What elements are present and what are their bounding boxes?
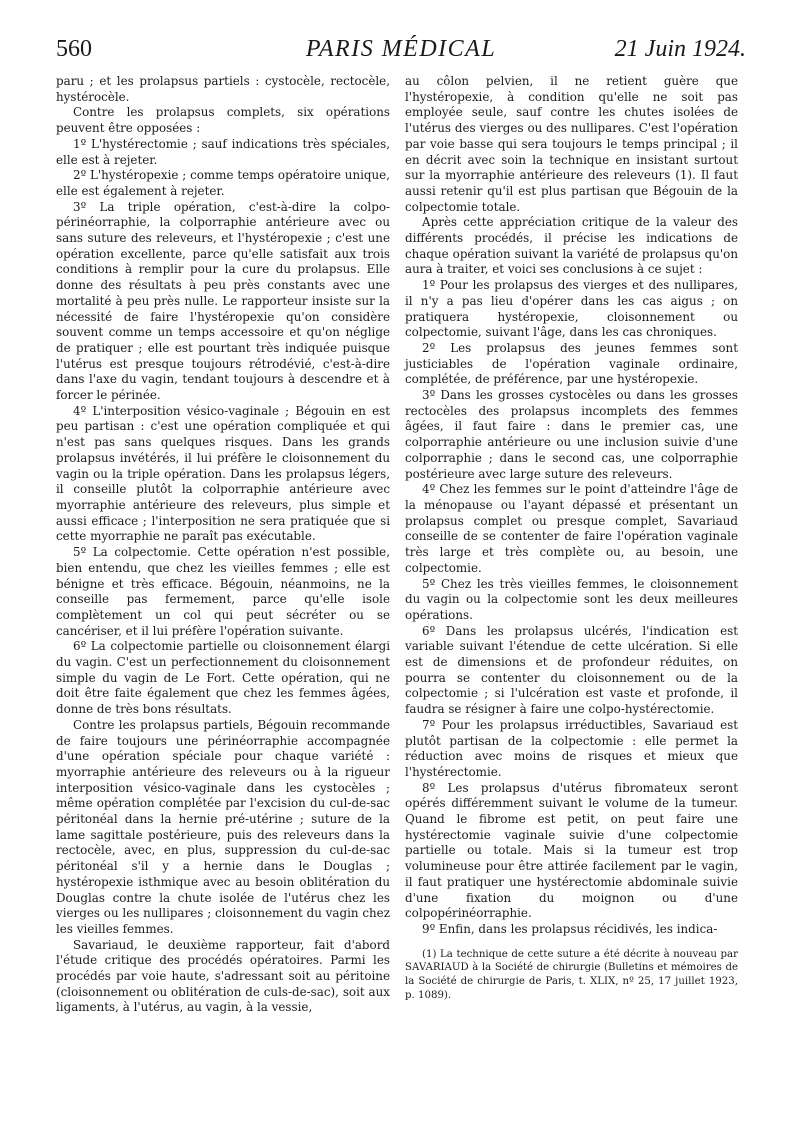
right-column [405, 74, 738, 1003]
paragraph: 4º Chez les femmes sur le point d'atteindre l'âge de la ménopause ou l'ayant dépassé et présentant un prolapsus complet ou presque complet, Savariaud conseille de se contenter de faire l'opération vaginale très large et très complète ou, au besoin, une colpectomie. [405, 482, 738, 575]
paragraph: Après cette appréciation critique de la valeur des différents procédés, il précise les indications de chaque opération suivant la variété de prolapsus qu'on aura à traiter, et voici ses conclusions à ce sujet : [405, 215, 738, 277]
paragraph: Contre les prolapsus complets, six opérations peuvent être opposées : [56, 105, 390, 136]
paragraph: 1º L'hystérectomie ; sauf indications très spéciales, elle est à rejeter. [56, 136, 390, 167]
issue-date: 21 Juin 1924. [614, 36, 746, 62]
paragraph: 8º Les prolapsus d'utérus fibromateux seront opérés différemment suivant le volume de la tumeur. Quand le fibrome est petit, on peut faire une hystérectomie vaginale suivie d'une colpectomie partielle ou totale. Mais si la tumeur est trop volumineuse pour être attirée facilement par le vagin, il faut pratiquer une hystérectomie abdominale suivie d'une fixation du moignon ou d'une colpopérinéorraphie. [405, 780, 738, 921]
paragraph: au côlon pelvien, il ne retient guère que l'hystéropexie, à condition qu'elle ne soit pas employée seule, sauf contre les chutes isolées de l'utérus des vierges ou des nullipares. C'est l'opération par voie basse qui sera toujours le temps principal ; il en décrit avec soin la technique en insistant surtout sur la myorraphie antérieure des releveurs (1). Il faut aussi retenir qu'il est plus partisan que Bégouin de la colpectomie totale. [405, 74, 738, 214]
paragraph: 3º La triple opération, c'est-à-dire la colpo-périnéorraphie, la colporraphie antérieure avec ou sans suture des releveurs, et l'hystéropexie ; c'est une opération excellente, parce qu'elle satisfait aux trois conditions à remplir pour la cure du prolapsus. Elle donne des résultats à peu près constants avec une mortalité à peu près nulle. Le rapporteur insiste sur la nécessité de faire l'hystéropexie qu'on considère souvent comme un temps accessoire et qu'on néglige de pratiquer ; elle est pourtant très indiquée puisque l'utérus est presque toujours rétrodévié, c'est-à-dire dans l'axe du vagin, tendant toujours à descendre et à forcer le périnée. [56, 199, 390, 403]
paragraph: 5º Chez les très vieilles femmes, le cloisonnement du vagin ou la colpectomie sont les deux meilleures opérations. [405, 576, 738, 622]
paragraph: 2º Les prolapsus des jeunes femmes sont justiciables de l'opération vaginale ordinaire, complétée, de préférence, par une hystéropexie. [405, 340, 738, 387]
journal-title: PARIS MÉDICAL [305, 36, 497, 62]
paragraph: 2º L'hystéropexie ; comme temps opératoire unique, elle est également à rejeter. [56, 168, 390, 198]
paragraph: 9º Enfin, dans les prolapsus récidivés, les indica- [422, 921, 718, 936]
page-header [56, 36, 746, 70]
paragraph: 1º Pour les prolapsus des vierges et des nullipares, il n'y a pas lieu d'opérer dans les cas aigus ; on pratiquera hystéropexie, cloisonnement ou colpectomie, suivant l'âge, dans les cas chroniques. [405, 278, 738, 340]
left-column [56, 74, 390, 1016]
page-number: 560 [56, 36, 92, 62]
footnote-separator [405, 938, 738, 948]
footnote: (1) La technique de cette suture a été décrite à nouveau par SAVARIAUD à la Société de chirurgie (Bulletins et mémoires de la Société de chirurgie de Paris, t. XLIX, nº 25, 17 juillet 1923, p. 1089). [405, 948, 738, 1002]
paragraph: paru ; et les prolapsus partiels : cystocèle, rectocèle, hystérocèle. [56, 74, 390, 104]
paragraph: Savariaud, le deuxième rapporteur, fait d'abord l'étude critique des procédés opératoires. Parmi les procédés par voie haute, s'adressant soit au péritoine (cloisonnement ou oblitération de culs-de-sac), soit aux ligaments, à l'utérus, au vagin, à la vessie, [56, 937, 390, 1015]
paragraph: Contre les prolapsus partiels, Bégouin recommande de faire toujours une périnéorraphie accompagnée d'une opération spéciale pour chaque variété : myorraphie antérieure des releveurs ou à la rigueur interposition vésico-vaginale dans les cystocèles ; même opération complétée par l'excision du cul-de-sac péritonéal dans la hernie pré-utérine ; suture de la lame sagittale postérieure, puis des releveurs dans la rectocèle, avec, en plus, suppression du cul-de-sac péritonéal s'il y a hernie dans le Douglas ; hystéropexie isthmique avec au besoin oblitération du Douglas contre la chute isolée de l'utérus chez les vierges ou les nullipares ; cloisonnement du vagin chez les vieilles femmes. [56, 717, 390, 936]
paragraph: 6º Dans les prolapsus ulcérés, l'indication est variable suivant l'étendue de cette ulcération. Si elle est de dimensions et de profondeur réduites, on pourra se contenter du cloisonnement ou de la colpectomie ; si l'ulcération est vaste et profonde, il faudra se résigner à faire une colpo-hystérectomie. [405, 623, 738, 717]
paragraph: 5º La colpectomie. Cette opération n'est possible, bien entendu, que chez les vieilles femmes ; elle est bénigne et très efficace. Bégouin, néanmoins, ne la conseille pas fermement, parce qu'elle isole complètement un col qui peut sécréter ou se cancériser, et il lui préfère l'opération suivante. [56, 545, 390, 638]
paragraph: 7º Pour les prolapsus irréductibles, Savariaud est plutôt partisan de la colpectomie : elle permet la réduction avec moins de risques et mieux que l'hystérectomie. [405, 717, 738, 779]
paragraph: 6º La colpectomie partielle ou cloisonnement élargi du vagin. C'est un perfectionnement du cloisonnement simple du vagin de Le Fort. Cette opération, qui ne doit être faite également que chez les femmes âgées, donne de très bons résultats. [56, 639, 390, 717]
paragraph: 3º Dans les grosses cystocèles ou dans les grosses rectocèles des prolapsus incomplets des femmes âgées, il faut faire : dans le premier cas, une colporraphie antérieure ou une inclusion suivie d'une colporraphie ; dans le second cas, une colporraphie postérieure avec large suture des releveurs. [405, 388, 738, 481]
paragraph: 4º L'interposition vésico-vaginale ; Bégouin en est peu partisan : c'est une opération compliquée et qui n'est pas sans quelques risques. Dans les grands prolapsus invétérés, il lui préfère le cloisonnement du vagin ou la triple opération. Dans les prolapsus légers, il conseille plutôt la colporraphie antérieure avec myorraphie antérieure des releveurs, plus simple et aussi efficace ; l'interposition ne sera pratiquée que si cette myorraphie ne paraît pas exécutable. [56, 403, 390, 544]
